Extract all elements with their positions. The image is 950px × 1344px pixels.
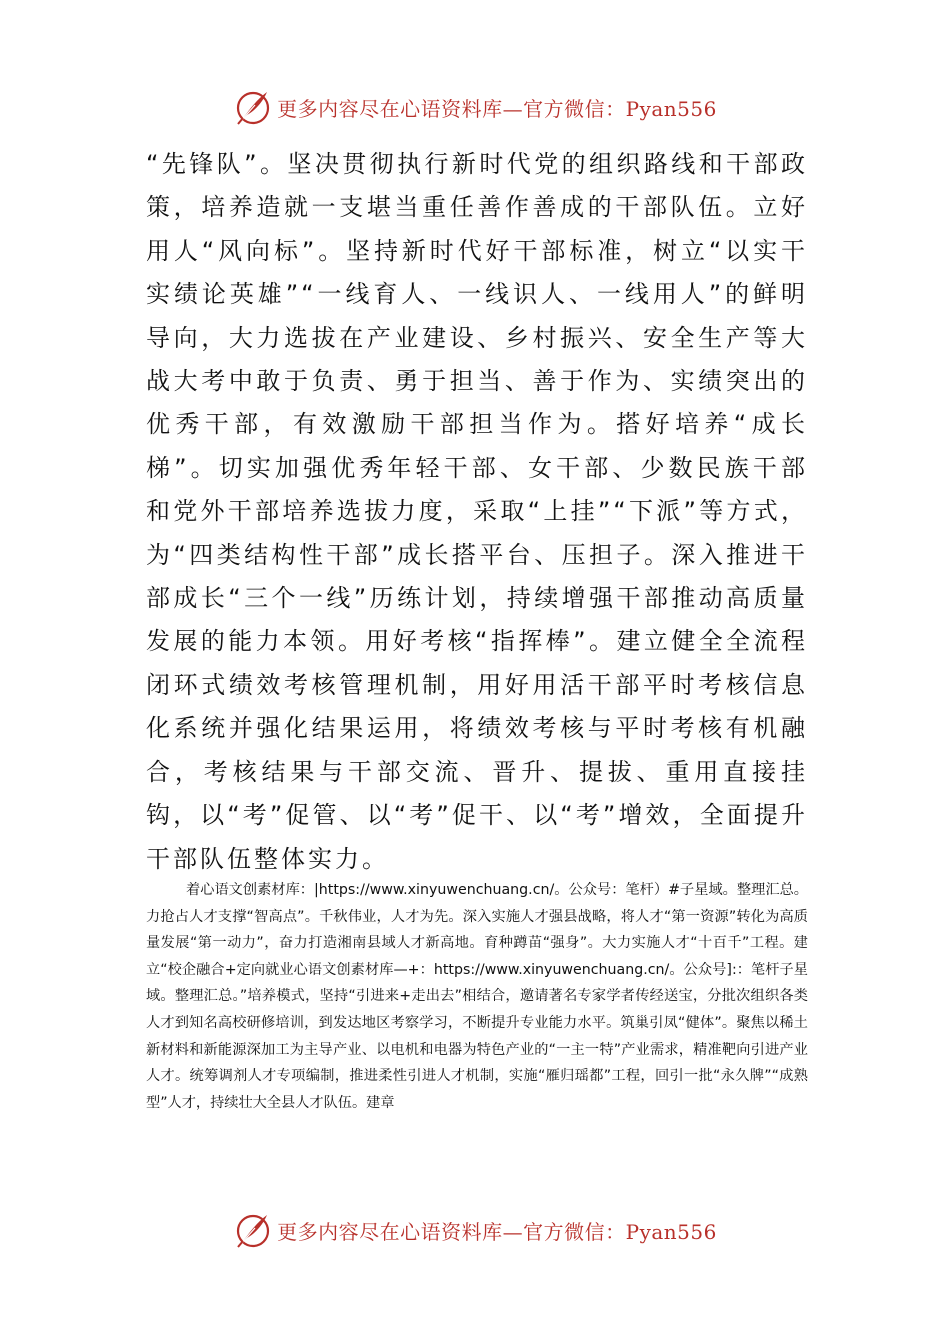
feather-pen-logo-icon	[233, 87, 273, 127]
footer-banner	[0, 1205, 950, 1255]
secondary-paragraph: 着心语文创素材库：|https://www.xinyuwenchuang.cn/。公众号：笔杆）#子星域。整理汇总。力抢占人才支撑“智高点”。千秋伟业，人才为先。深入实施人才强县战略，将人才“第一资源”转化为高质量发展“第一动力”，奋力打造湘南县域人才新高地。育种蹲苗“强身”。大力实施人才“十百千”工程。建立“校企融合+定向就业心语文创素材库—+：https://www.xinyuwenchuang.cn/。公众号]:：笔杆子星域。整理汇总。”培养模式，坚持“引进来+走出去”相结合，邀请著名专家学者传经送宝，分批次组织各类人才到知名高校研修培训，到发达地区考察学习，不断提升专业能力水平。筑巢引凤“健体”。聚焦以稀土新材料和新能源深加工为主导产业、以电机和电器为特色产业的“一主一特”产业需求，精准靶向引进产业人才。统筹调剂人才专项编制，推进柔性引进人才机制，实施“雁归瑶都”工程，回引一批“永久牌”“成熟型”人才，持续壮大全县人才队伍。建章	[146, 882, 808, 1111]
feather-pen-logo-icon	[233, 1210, 273, 1250]
header-banner-text: 更多内容尽在心语资料库—官方微信：Pyan556	[277, 96, 717, 121]
main-paragraph: “先锋队”。坚决贯彻执行新时代党的组织路线和干部政策，培养造就一支堪当重任善作善成的干部队伍。立好用人“风向标”。坚持新时代好干部标准，树立“以实干实绩论英雄”“一线育人、一线识人、一线用人”的鲜明导向，大力选拔在产业建设、乡村振兴、安全生产等大战大考中敢于负责、勇于担当、善于作为、实绩突出的优秀干部，有效激励干部担当作为。搭好培养“成长梯”。切实加强优秀年轻干部、女干部、少数民族干部和党外干部培养选拔力度，采取“上挂”“下派”等方式，为“四类结构性干部”成长搭平台、压担子。深入推进干部成长“三个一线”历练计划，持续增强干部推动高质量发展的能力本领。用好考核“指挥棒”。建立健全全流程闭环式绩效考核管理机制，用好用活干部平时考核信息化系统并强化结果运用，将绩效考核与平时考核有机融合，考核结果与干部交流、晋升、提拔、重用直接挂钩，以“考”促管、以“考”促干、以“考”增效，全面提升干部队伍整体实力。	[146, 150, 808, 873]
footer-banner-text: 更多内容尽在心语资料库—官方微信：Pyan556	[277, 1219, 717, 1244]
header-banner	[0, 82, 950, 132]
